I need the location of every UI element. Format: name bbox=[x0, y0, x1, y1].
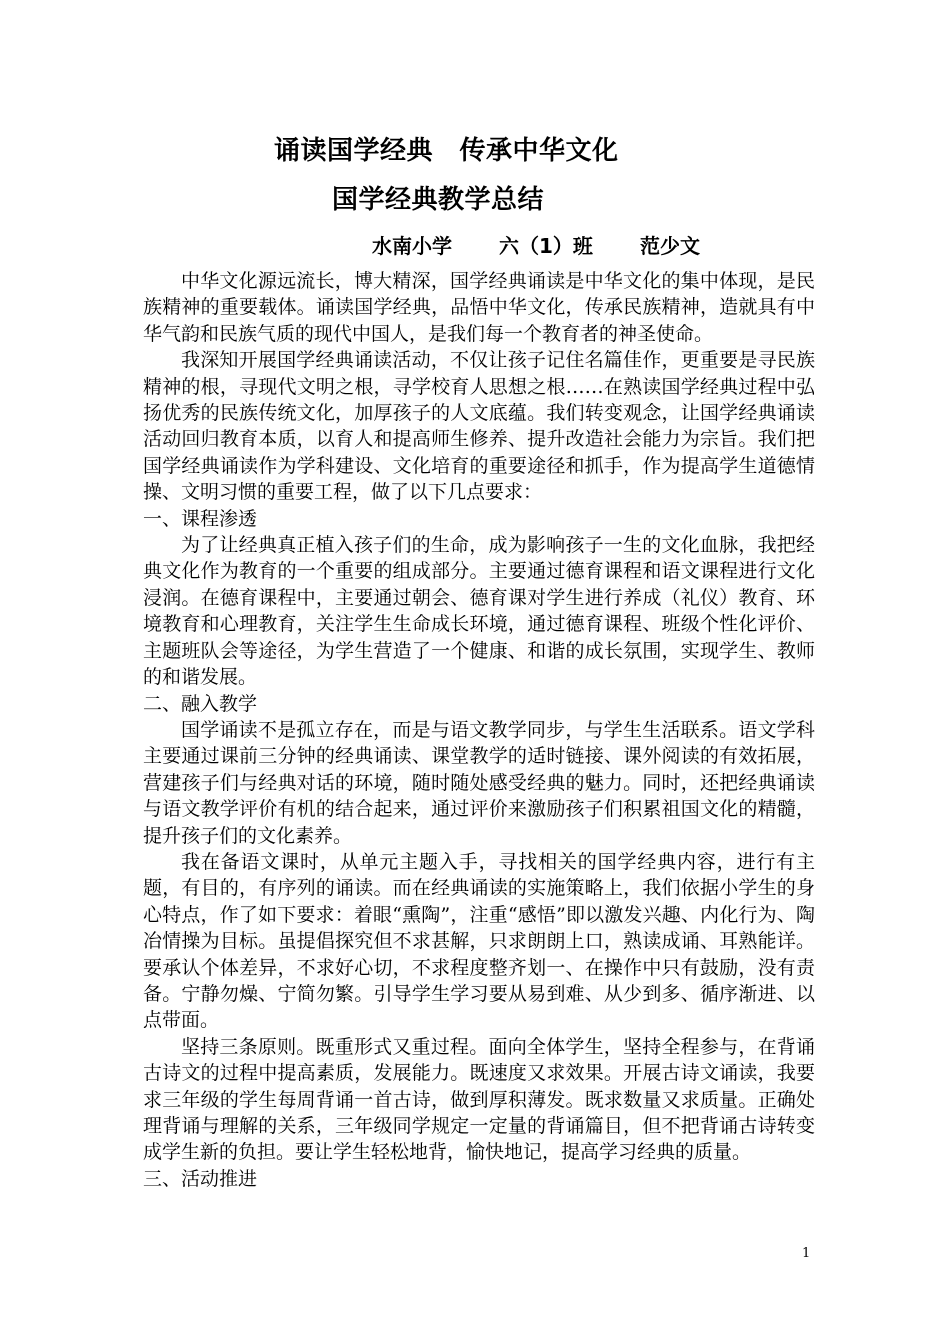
body-paragraph: 国学诵读不是孤立存在，而是与语文教学同步，与学生生活联系。语文学科主要通过课前三分钟的经典诵读、课堂教学的适时链接、课外阅读的有效拓展，营建孩子们与经典对话的环境，随时随处感受经典的魅力。同时，还把经典诵读与语文教学评价有机的结合起来，通过评价来激励孩子们积累祖国文化的精髓，提升孩子们的文化素养。 bbox=[143, 718, 815, 847]
section-heading: 二、融入教学 bbox=[143, 692, 258, 715]
byline-class: 六（1）班 bbox=[499, 234, 593, 258]
body-paragraph: 为了让经典真正植入孩子们的生命，成为影响孩子一生的文化血脉，我把经典文化作为教育的一个重要的组成部分。主要通过德育课程和语文课程进行文化浸润。在德育课程中，主要通过朝会、德育课对学生进行养成（礼仪）教育、环境教育和心理教育，关注学生生命成长环境，通过德育课程、班级个性化评价、主题班队会等途径，为学生营造了一个健康、和谐的成长氛围，实现学生、教师的和谐发展。 bbox=[143, 534, 815, 689]
body-paragraph: 中华文化源远流长，博大精深，国学经典诵读是中华文化的集中体现，是民族精神的重要载体。诵读国学经典，品悟中华文化，传承民族精神，造就具有中华气韵和民族气质的现代中国人，是我们每一个教育者的神圣使命。 bbox=[143, 270, 815, 345]
body-paragraph: 我在备语文课时，从单元主题入手，寻找相关的国学经典内容，进行有主题，有目的，有序列的诵读。而在经典诵读的实施策略上，我们依据小学生的身心特点，作了如下要求：着眼“熏陶”，注重“感悟”即以激发兴趣、内化行为、陶冶情操为目标。虽提倡探究但不求甚解，只求朗朗上口，熟读成诵、耳熟能详。要承认个体差异，不求好心切，不求程度整齐划一、在操作中只有鼓励，没有责备。宁静勿燥、宁简勿繁。引导学生学习要从易到难、从少到多、循序渐进、以点带面。 bbox=[143, 850, 815, 1032]
document-title: 诵读国学经典 传承中华文化 bbox=[274, 136, 619, 166]
byline-author: 范少文 bbox=[640, 234, 700, 258]
section-heading: 一、课程渗透 bbox=[143, 507, 258, 530]
document-body bbox=[143, 268, 815, 1192]
body-paragraph: 坚持三条原则。既重形式又重过程。面向全体学生，坚持全程参与，在背诵古诗文的过程中提高素质，发展能力。既速度又求效果。开展古诗文诵读，我要求三年级的学生每周背诵一首古诗，做到厚积薄发。既求数量又求质量。正确处理背诵与理解的关系，三年级同学规定一定量的背诵篇目，但不把背诵古诗转变成学生新的负担。要让学生轻松地背，愉快地记，提高学习经典的质量。 bbox=[143, 1035, 815, 1164]
body-paragraph: 我深知开展国学经典诵读活动，不仅让孩子记住名篇佳作，更重要是寻民族精神的根，寻现代文明之根，寻学校育人思想之根……在熟读国学经典过程中弘扬优秀的民族传统文化，加厚孩子的人文底蕴。我们转变观念，让国学经典诵读活动回归教育本质，以育人和提高师生修养、提升改造社会能力为宗旨。我们把国学经典诵读作为学科建设、文化培育的重要途径和抓手，作为提高学生道德情操、文明习惯的重要工程，做了以下几点要求： bbox=[143, 349, 815, 504]
byline-school: 水南小学 bbox=[372, 234, 452, 258]
page-number: 1 bbox=[802, 1246, 811, 1261]
section-heading: 三、活动推进 bbox=[143, 1167, 258, 1190]
document-subtitle: 国学经典教学总结 bbox=[332, 185, 545, 215]
